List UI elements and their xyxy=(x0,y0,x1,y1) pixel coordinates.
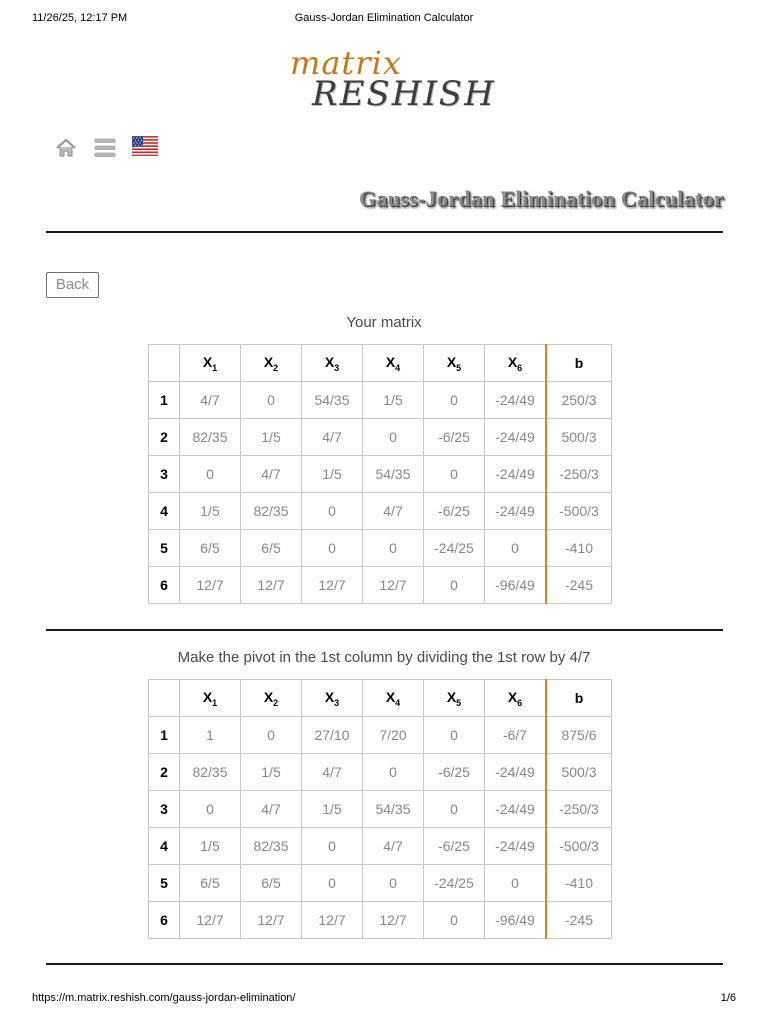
matrix-cell: 4/7 xyxy=(302,754,363,791)
matrix-cell: 0 xyxy=(424,902,485,939)
matrix-cell: 54/35 xyxy=(302,382,363,419)
matrix-cell: 82/35 xyxy=(241,828,302,865)
column-header: $X_4$ xyxy=(363,680,424,717)
rhs-cell: -250/3 xyxy=(546,456,612,493)
matrix-cell: 4/7 xyxy=(180,382,241,419)
rhs-cell: 500/3 xyxy=(546,419,612,456)
matrix-cell: 0 xyxy=(241,717,302,754)
matrix-cell: -6/25 xyxy=(424,828,485,865)
matrix-cell: 54/35 xyxy=(363,791,424,828)
menu-icon[interactable] xyxy=(94,136,116,160)
print-url: https://m.matrix.reshish.com/gauss-jordan-elimination/ xyxy=(32,992,296,1004)
matrix-cell: 0 xyxy=(485,530,547,567)
matrix-cell: 27/10 xyxy=(302,717,363,754)
matrix-cell: 0 xyxy=(363,419,424,456)
table-row xyxy=(149,419,612,456)
logo-word-matrix: matrix xyxy=(290,44,402,82)
matrix-cell: 6/5 xyxy=(241,865,302,902)
column-header: $X_2$ xyxy=(241,680,302,717)
matrix-cell: -24/49 xyxy=(485,382,547,419)
column-header: $X_5$ xyxy=(424,680,485,717)
column-header: $X_4$ xyxy=(363,345,424,382)
site-logo[interactable] xyxy=(290,44,496,114)
matrix-cell: 0 xyxy=(424,456,485,493)
corner-cell xyxy=(149,680,180,717)
row-number: 4 xyxy=(149,493,180,530)
table-row xyxy=(149,493,612,530)
table-row xyxy=(149,865,612,902)
matrix-cell: 0 xyxy=(424,791,485,828)
matrix-cell: -96/49 xyxy=(485,902,547,939)
matrix-cell: 4/7 xyxy=(363,493,424,530)
column-header-b: b xyxy=(546,345,612,382)
matrix-cell: -24/49 xyxy=(485,493,547,530)
rhs-cell: -500/3 xyxy=(546,493,612,530)
print-date: 11/26/25, 12:17 PM xyxy=(32,12,128,24)
matrix-cell: 4/7 xyxy=(363,828,424,865)
matrix-cell: 0 xyxy=(302,493,363,530)
row-number: 4 xyxy=(149,828,180,865)
matrix-body xyxy=(149,717,612,939)
matrix-cell: 54/35 xyxy=(363,456,424,493)
row-number: 3 xyxy=(149,456,180,493)
matrix-cell: 4/7 xyxy=(241,456,302,493)
divider xyxy=(46,629,723,631)
table-row xyxy=(149,567,612,604)
matrix-cell: 6/5 xyxy=(180,865,241,902)
matrix-cell: 82/35 xyxy=(180,419,241,456)
matrix-cell: 6/5 xyxy=(180,530,241,567)
matrix-cell: 82/35 xyxy=(241,493,302,530)
matrix-cell: 0 xyxy=(180,456,241,493)
table-row xyxy=(149,902,612,939)
column-header-b: b xyxy=(546,680,612,717)
matrix-cell: 12/7 xyxy=(363,567,424,604)
matrix-cell: 12/7 xyxy=(241,902,302,939)
matrix-cell: 0 xyxy=(424,717,485,754)
matrix-cell: 6/5 xyxy=(241,530,302,567)
print-header xyxy=(0,12,768,26)
print-title: Gauss-Jordan Elimination Calculator xyxy=(294,12,474,24)
home-icon[interactable] xyxy=(54,136,78,160)
row-number: 6 xyxy=(149,902,180,939)
matrix-table xyxy=(148,344,612,604)
matrix-cell: -6/25 xyxy=(424,754,485,791)
matrix-cell: 0 xyxy=(424,382,485,419)
table-row xyxy=(149,456,612,493)
matrix-cell: -24/49 xyxy=(485,754,547,791)
matrix-cell: 1/5 xyxy=(302,456,363,493)
column-header: $X_3$ xyxy=(302,345,363,382)
matrix-cell: -6/25 xyxy=(424,493,485,530)
matrix-cell: 0 xyxy=(363,530,424,567)
matrix-cell: 12/7 xyxy=(180,567,241,604)
matrix-cell: -24/49 xyxy=(485,791,547,828)
row-number: 5 xyxy=(149,530,180,567)
step-caption: Your matrix xyxy=(346,314,422,331)
logo-word-reshish: RESHISH xyxy=(312,74,496,114)
corner-cell xyxy=(149,345,180,382)
row-number: 2 xyxy=(149,754,180,791)
row-number: 3 xyxy=(149,791,180,828)
matrix-cell: 12/7 xyxy=(241,567,302,604)
back-button[interactable]: Back xyxy=(46,272,99,298)
matrix-cell: 0 xyxy=(302,828,363,865)
column-header: $X_6$ xyxy=(485,345,547,382)
matrix-cell: 12/7 xyxy=(302,902,363,939)
matrix-cell: 0 xyxy=(485,865,547,902)
matrix-cell: 1 xyxy=(180,717,241,754)
matrix-cell: -24/25 xyxy=(424,865,485,902)
rhs-cell: 250/3 xyxy=(546,382,612,419)
rhs-cell: -410 xyxy=(546,865,612,902)
row-number: 5 xyxy=(149,865,180,902)
matrix-cell: 0 xyxy=(241,382,302,419)
matrix-header-row xyxy=(149,345,612,382)
page-title: Gauss-Jordan Elimination Calculator xyxy=(359,186,724,211)
matrix-cell: 12/7 xyxy=(180,902,241,939)
print-page-number: 1/6 xyxy=(720,992,736,1004)
matrix-cell: 0 xyxy=(302,530,363,567)
rhs-cell: -500/3 xyxy=(546,828,612,865)
step-caption: Make the pivot in the 1st column by dividing the 1st row by 4/7 xyxy=(177,649,591,666)
matrix-header-row xyxy=(149,680,612,717)
matrix-cell: -24/25 xyxy=(424,530,485,567)
row-number: 1 xyxy=(149,717,180,754)
matrix-body xyxy=(149,382,612,604)
row-number: 1 xyxy=(149,382,180,419)
table-row xyxy=(149,754,612,791)
matrix-cell: -6/7 xyxy=(485,717,547,754)
rhs-cell: -250/3 xyxy=(546,791,612,828)
matrix-cell: 4/7 xyxy=(241,791,302,828)
rhs-cell: 875/6 xyxy=(546,717,612,754)
matrix-cell: 0 xyxy=(424,567,485,604)
matrix-cell: 0 xyxy=(363,865,424,902)
table-row xyxy=(149,791,612,828)
matrix-cell: -24/49 xyxy=(485,828,547,865)
matrix-table xyxy=(148,679,612,939)
matrix-cell: 82/35 xyxy=(180,754,241,791)
table-row xyxy=(149,382,612,419)
column-header: $X_1$ xyxy=(180,345,241,382)
table-row xyxy=(149,828,612,865)
rhs-cell: -245 xyxy=(546,902,612,939)
matrix-cell: 1/5 xyxy=(363,382,424,419)
matrix-cell: 12/7 xyxy=(302,567,363,604)
matrix-cell: -6/25 xyxy=(424,419,485,456)
matrix-cell: 1/5 xyxy=(241,754,302,791)
rhs-cell: 500/3 xyxy=(546,754,612,791)
matrix-cell: -24/49 xyxy=(485,456,547,493)
column-header: $X_6$ xyxy=(485,680,547,717)
rhs-cell: -410 xyxy=(546,530,612,567)
us-flag-icon[interactable] xyxy=(132,136,158,156)
matrix-cell: 1/5 xyxy=(180,493,241,530)
matrix-cell: 12/7 xyxy=(363,902,424,939)
column-header: $X_2$ xyxy=(241,345,302,382)
matrix-cell: 4/7 xyxy=(302,419,363,456)
table-row xyxy=(149,530,612,567)
matrix-cell: 0 xyxy=(302,865,363,902)
column-header: $X_1$ xyxy=(180,680,241,717)
rhs-cell: -245 xyxy=(546,567,612,604)
matrix-cell: 7/20 xyxy=(363,717,424,754)
row-number: 6 xyxy=(149,567,180,604)
matrix-cell: 1/5 xyxy=(180,828,241,865)
matrix-cell: -24/49 xyxy=(485,419,547,456)
column-header: $X_5$ xyxy=(424,345,485,382)
matrix-cell: 1/5 xyxy=(241,419,302,456)
matrix-cell: 0 xyxy=(180,791,241,828)
column-header: $X_3$ xyxy=(302,680,363,717)
matrix-cell: 1/5 xyxy=(302,791,363,828)
row-number: 2 xyxy=(149,419,180,456)
divider xyxy=(46,231,723,233)
matrix-cell: -96/49 xyxy=(485,567,547,604)
table-row xyxy=(149,717,612,754)
matrix-cell: 0 xyxy=(363,754,424,791)
divider xyxy=(46,963,723,965)
